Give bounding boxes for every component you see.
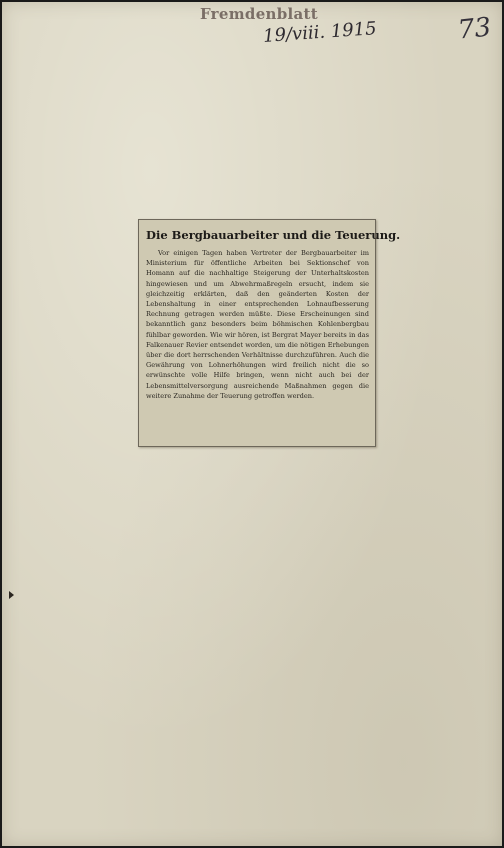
article-headline: Die Bergbauarbeiter und die Teuerung.: [146, 228, 401, 242]
archive-number: 73: [456, 12, 493, 46]
handwritten-date: 19/viii. 1915: [262, 18, 378, 47]
newspaper-stamp: Fremdenblatt: [200, 5, 319, 23]
article-body: Vor einigen Tagen haben Vertreter der Bergbauarbeiter im Ministerium für öffentliche Arbeiten bei Sektionschef von Homann auf die nachhaltige Steigerung der Unterhaltskosten hingewiesen und um Abwehrmaßregeln ersucht, indem sie gleichzeitig erklärten, daß den geänderten Kosten der Lebenshaltung in einer entsprechenden Lohnaufbesserung Rechnung getragen werden müßte. Diese Erscheinungen sind bekanntlich ganz besonders beim böhmischen Kohlenbergbau fühlbar geworden. Wie wir hören, ist Bergrat Mayer bereits in das Falkenauer Revier entsendet worden, um die nötigen Erhebungen über die dort herrschenden Verhältnisse durchzuführen. Auch die Gewährung von Lohnerhöhungen wird freilich nicht die so erwünschte volle Hilfe bringen, wenn nicht auch bei der Lebensmittelversorgung ausreichende Maßnahmen gegen die weitere Zunahme der Teuerung getroffen werden.: [146, 249, 369, 400]
margin-arrow-mark: [9, 591, 14, 599]
newspaper-clipping: [138, 219, 401, 447]
